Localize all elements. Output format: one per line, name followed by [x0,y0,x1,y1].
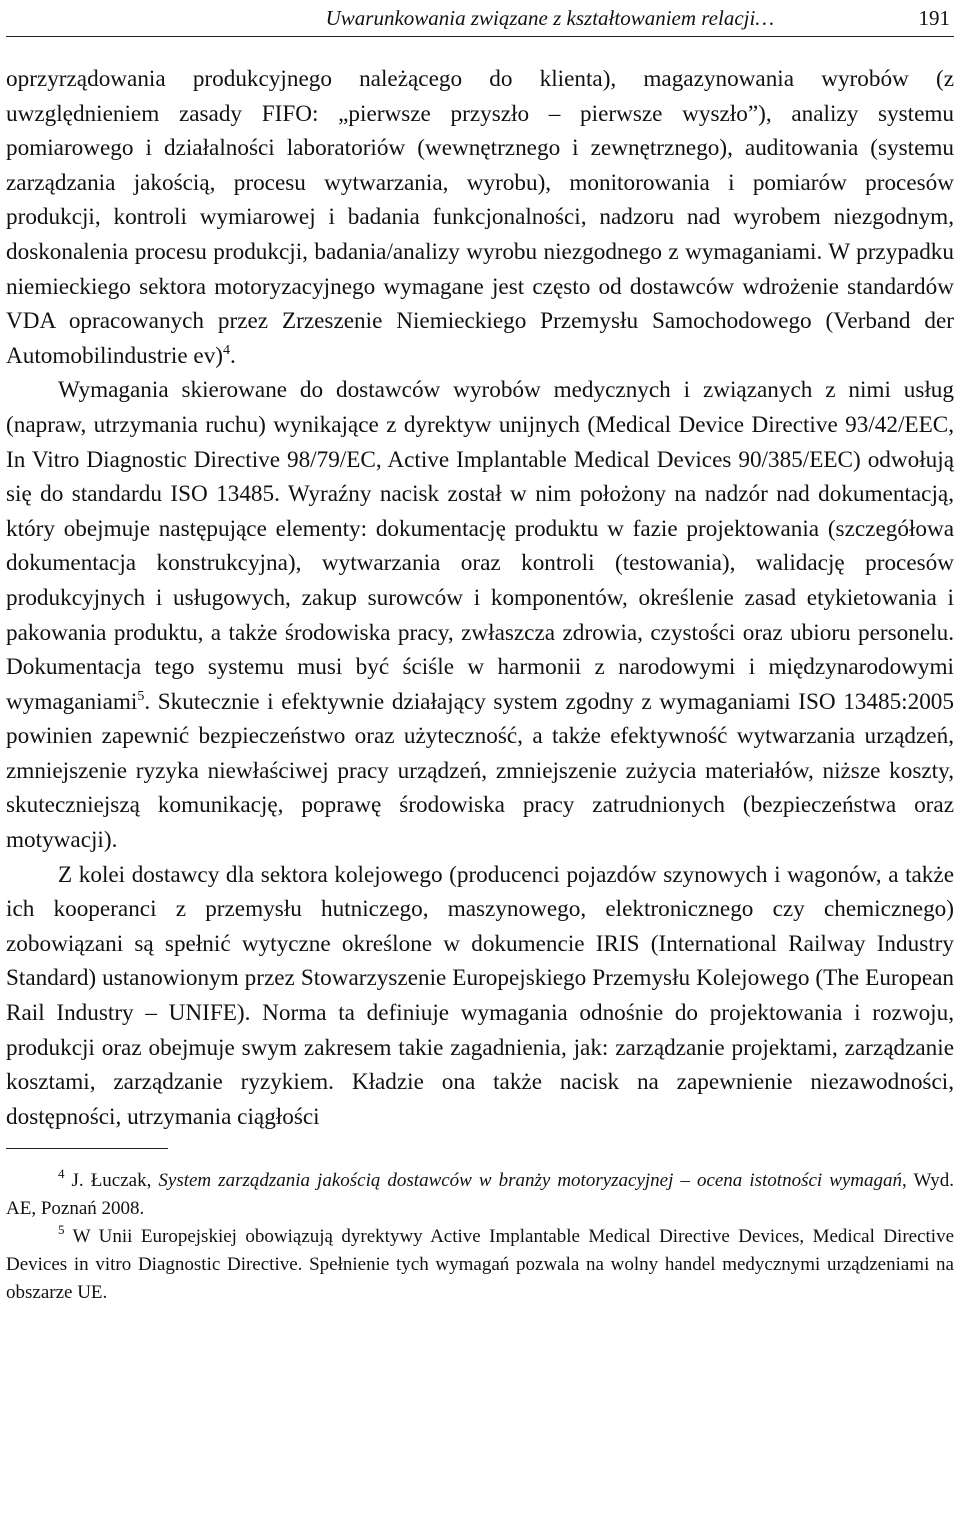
paragraph-2-text: Wymagania skierowane do dostawców wyrobów medycznych i związanych z nimi usług (napraw, utrzymania ruchu) wynikające z dyrektyw unijnych (Medical Device Directive 93/42/EEC, In Vitro Diagnostic Directive 98/79/EC, Active Implantable Medical Devices 90/385/EEC) odwołują się do standardu ISO 13485. Wyraźny nacisk został w nim położony na nadzór nad dokumentacją, który obejmuje następujące elementy: dokumentację produktu w fazie projektowania (szczegółowa dokumentacja konstrukcyjna), wytwarzania oraz kontroli (testowania), walidację procesów produkcyjnych i usługowych, zakup surowców i komponentów, określenie zasad etykietowania i pakowania produktu, a także środowiska pracy, zwłaszcza zdrowia, czystości oraz ubioru personelu. Dokumentacja tego systemu musi być ściśle w harmonii z narodowymi i międzynarodowymi wymaganiami [6,377,954,715]
running-header [6,0,954,37]
footnote-4-author: J. Łuczak, [71,1170,152,1192]
footnote-5 [6,1223,954,1307]
footnote-ref-4: 4 [223,342,231,358]
paragraph-3-text: Z kolei dostawcy dla sektora kolejowego (producenci pojazdów szynowych i wagonów, a także ich kooperanci z przemysłu hutniczego, maszynowego, elektronicznego czy chemicznego) zobowiązani są spełnić wytyczne określone w dokumencie IRIS (International Railway Industry Standard) ustanowionym przez Stowarzyszenie Europejskiego Przemysłu Kolejowego (The European Rail Industry – UNIFE). Norma ta definiuje wymagania odnośnie do projektowania i rozwoju, produkcji oraz obejmuje swym zakresem takie zagadnienia, jak: zarządzanie projektami, zarządzanie kosztami, zarządzanie ryzykiem. Kładzie ona także nacisk na zapewnienie niezawodności, dostępności, utrzymania ciągłości [6,861,954,1130]
footnote-4-title: System zarządzania jakością dostawców w branży motoryzacyjnej – ocena istotności wymagań [158,1170,903,1192]
footnote-number-4: 4 [58,1166,65,1182]
footnote-4-rest: , Wyd. AE, Poznań 2008. [6,1170,955,1220]
body-text [6,62,954,1134]
footnotes [6,1167,954,1307]
paragraph-1 [6,62,954,373]
paragraph-2-end: . Skutecznie i efektywnie działający system zgodny z wymaganiami ISO 13485:2005 powinien zapewnić bezpieczeństwo oraz użyteczność, a także efektywność wytwarzania urządzeń, zmniejszenie ryzyka niewłaściwej pracy urządzeń, zmniejszenie zużycia materiałów, niższe koszty, skuteczniejszą komunikację, poprawę środowiska pracy zatrudnionych (bezpieczeństwa oraz motywacji). [6,688,954,854]
paragraph-2 [6,373,954,857]
footnote-ref-5: 5 [137,688,145,704]
document-page [6,0,954,1307]
paragraph-1-end: . [230,342,236,369]
running-title: Uwarunkowania związane z kształtowaniem relacji… [325,6,774,30]
page-number: 191 [918,6,950,30]
paragraph-1-text: oprzyrządowania produkcyjnego należącego do klienta), magazynowania wyrobów (z uwzględnieniem zasady FIFO: „pierwsze przyszło – pierwsze wyszło”), analizy systemu pomiarowego i działalności laboratoriów (wewnętrznego i zewnętrznego), auditowania (systemu zarządzania jakością, procesu wytwarzania, wyrobu), monitorowania i pomiarów procesów produkcji, kontroli wymiarowej i badania funkcjonalności, nadzoru nad wyrobem niezgodnym, doskonalenia procesu produkcji, badania/analizy wyrobu niezgodnego z wymaganiami. W przypadku niemieckiego sektora motoryzacyjnego wymagane jest często od dostawców wdrożenie standardów VDA opracowanych przez Zrzeszenie Niemieckiego Przemysłu Samochodowego (Verband der Automobilindustrie ev) [6,66,954,369]
footnote-number-5: 5 [58,1222,65,1238]
footnote-separator [6,1148,168,1149]
footnote-4 [6,1167,954,1223]
footnote-5-text: W Unii Europejskiej obowiązują dyrektywy Active Implantable Medical Directive Devices, Medical Directive Devices in vitro Diagnostic Directive. Spełnienie tych wymagań pozwala na wolny handel medycznymi urządzeniami na obszarze UE. [6,1226,954,1304]
paragraph-3 [6,858,954,1135]
